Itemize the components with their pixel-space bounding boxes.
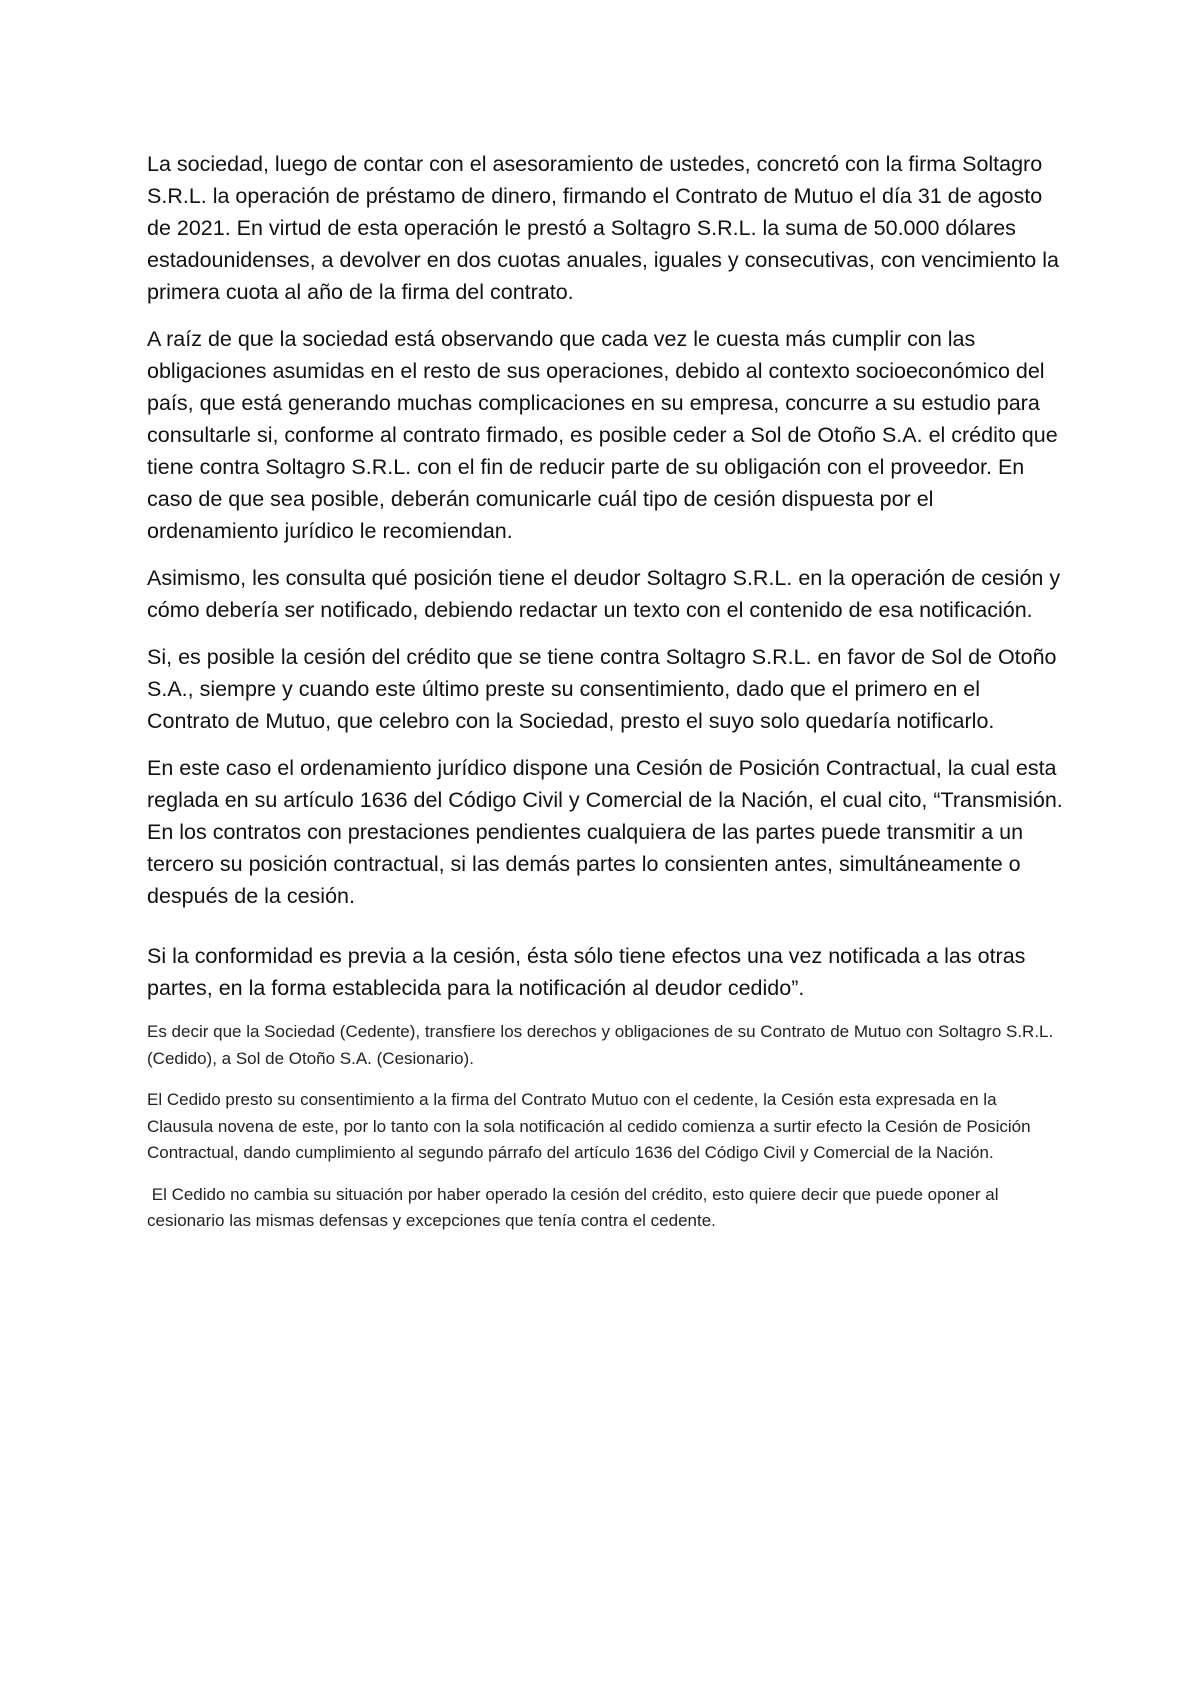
paragraph-consent-clause: El Cedido presto su consentimiento a la firma del Contrato Mutuo con el cedente, la Cesión esta expresada en la Clausula novena de este, por lo tanto con la sola notificación al cedido comienza a surtir efecto la Cesión de Posición Contractual, dando cumplimiento al segundo párrafo del artículo 1636 del Código Civil y Comercial de la Nación. (147, 1090, 1031, 1162)
paragraph-legal-article: En este caso el ordenamiento jurídico dispone una Cesión de Posición Contractual, la cual esta reglada en su artículo 1636 del Código Civil y Comercial de la Nación, el cual cito, “Transmisión. En los contratos con prestaciones pendientes cualquiera de las partes puede transmitir a un tercero su posición contractual, si las demás partes lo consienten antes, simultáneamente o después de la cesión. (147, 756, 1063, 908)
paragraph-debtor-position: Asimismo, les consulta qué posición tiene el deudor Soltagro S.R.L. en la operación de cesión y cómo debería ser notificado, debiendo redactar un texto con el contenido de esa notificación. (147, 566, 1061, 622)
paragraph-consultation: A raíz de que la sociedad está observando que cada vez le cuesta más cumplir con las obligaciones asumidas en el resto de sus operaciones, debido al contexto socioeconómico del país, que está generando muchas complicaciones en su empresa, concurre a su estudio para consultarle si, conforme al contrato firmado, es posible ceder a Sol de Otoño S.A. el crédito que tiene contra Soltagro S.R.L. con el fin de reducir parte de su obligación con el proveedor. En caso de que sea posible, deberán comunicarle cuál tipo de cesión dispuesta por el ordenamiento jurídico le recomiendan. (147, 327, 1058, 543)
paragraph-loan-operation: La sociedad, luego de contar con el asesoramiento de ustedes, concretó con la firma Soltagro S.R.L. la operación de préstamo de dinero, firmando el Contrato de Mutuo el día 31 de agosto de 2021. En virtud de esta operación le prestó a Soltagro S.R.L. la suma de 50.000 dólares estadounidenses, a devolver en dos cuotas anuales, iguales y consecutivas, con vencimiento la primera cuota al año de la firma del contrato. (147, 152, 1059, 304)
paragraph-article-quote-end: Si la conformidad es previa a la cesión, ésta sólo tiene efectos una vez notificada a las otras partes, en la forma establecida para la notificación al deudor cedido”. (147, 944, 1026, 1000)
paragraph-defenses: El Cedido no cambia su situación por haber operado la cesión del crédito, esto quiere decir que puede oponer al cesionario las mismas defensas y excepciones que tenía contra el cedente. (147, 1184, 999, 1230)
paragraph-parties-summary: Es decir que la Sociedad (Cedente), transfiere los derechos y obligaciones de su Contrato de Mutuo con Soltagro S.R.L.(Cedido), a Sol de Otoño S.A. (Cesionario). (147, 1022, 1054, 1068)
document-body (147, 148, 1067, 1250)
paragraph-answer-cession: Si, es posible la cesión del crédito que se tiene contra Soltagro S.R.L. en favor de Sol de Otoño S.A., siempre y cuando este último preste su consentimiento, dado que el primero en el Contrato de Mutuo, que celebro con la Sociedad, presto el suyo solo quedaría notificarlo. (147, 645, 1057, 733)
